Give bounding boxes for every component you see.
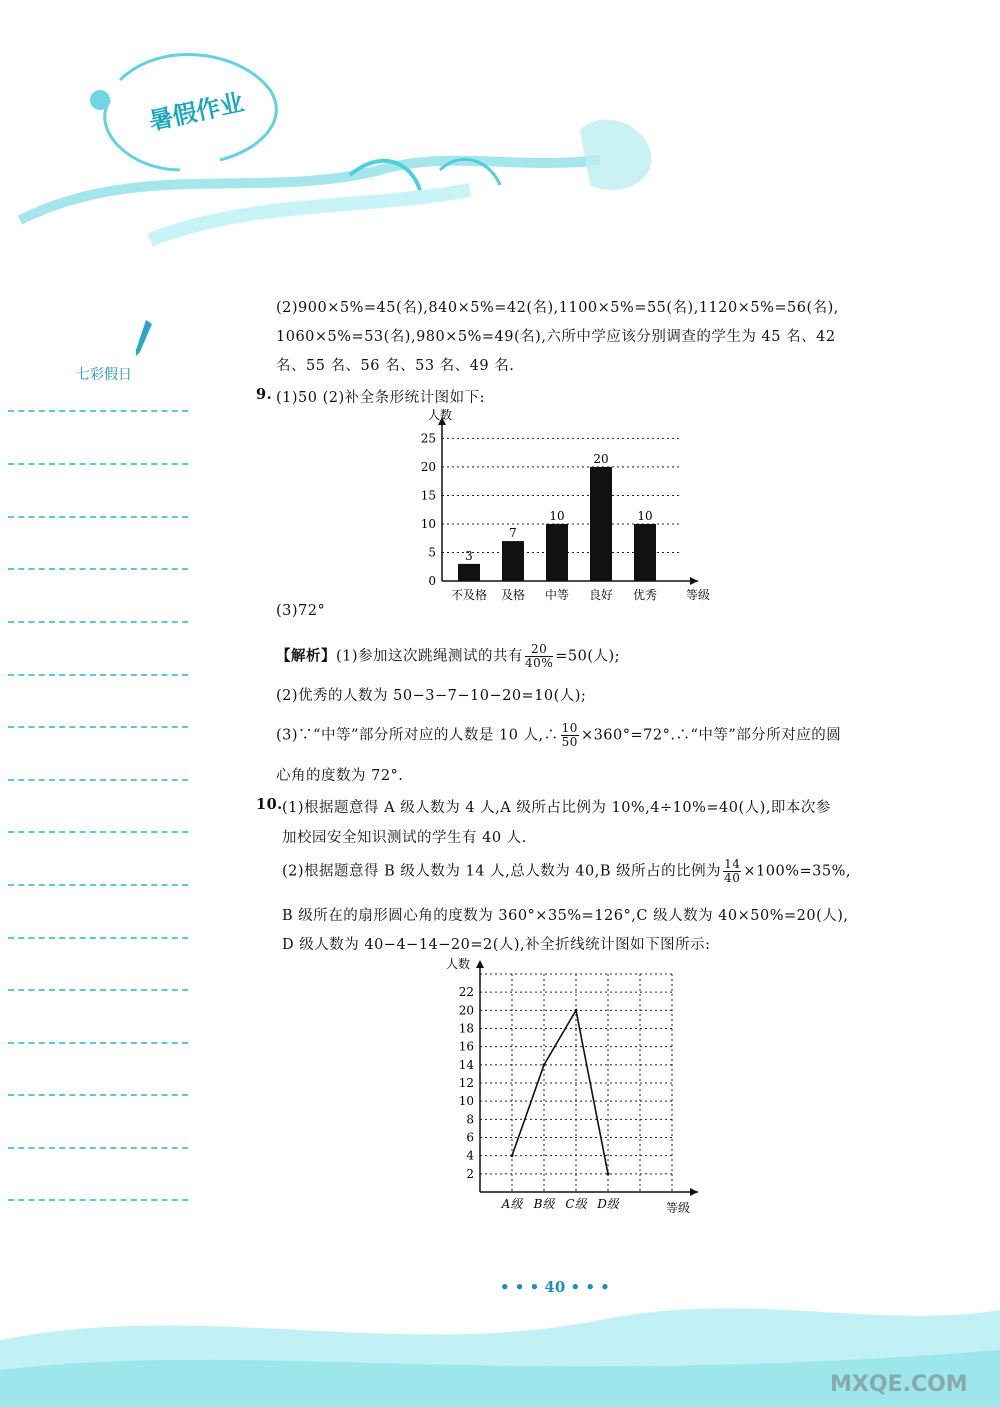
text-line: B 级所在的扇形圆心角的度数为 360°×35%=126°,C 级人数为 40×50%=20(人), [282,908,849,924]
bar-value-label: 20 [593,451,609,466]
bar [502,541,524,581]
note-line [8,516,188,518]
analysis-line-1 [276,643,620,670]
y-tick-label: 5 [428,545,436,560]
y-axis-arrow [476,960,484,968]
x-tick-label: 良好 [588,588,614,602]
note-line [8,568,188,570]
y-tick-label: 10 [458,1094,474,1109]
fraction-numerator: 14 [724,857,741,871]
bar-value-label: 10 [549,508,565,523]
analysis-label: 【解析】 [276,647,336,665]
y-tick-label: 20 [458,1003,474,1018]
fraction [723,858,741,885]
y-tick-label: 0 [428,574,436,588]
x-axis-arrow [690,1188,698,1196]
note-line [8,621,188,623]
x-tick-label: 优秀 [632,588,658,602]
x-tick-label: D级 [597,1197,619,1211]
data-point [575,1009,578,1012]
note-line [8,1199,188,1201]
y-tick-label: 14 [458,1057,474,1072]
text-segment: ×360°=72°.∴“中等”部分所对应的圆 [580,727,842,744]
y-axis-label: 人数 [428,408,453,422]
q10-line-3 [282,858,851,885]
x-tick-label: A级 [501,1197,523,1211]
bar [590,467,612,581]
text-line: (1)50 (2)补全条形统计图如下: [276,390,486,406]
fraction [525,643,553,670]
bar [634,524,656,581]
fraction [561,722,579,749]
data-point [607,1172,610,1175]
data-line [512,1010,608,1174]
note-line [8,1094,188,1096]
bar [546,524,568,581]
fraction-denominator: 40 [724,871,741,885]
y-axis-label: 人数 [446,957,471,971]
pen-icon [132,318,156,358]
data-point [511,1154,514,1157]
y-tick-label: 6 [466,1130,474,1145]
y-tick-label: 8 [466,1112,474,1127]
bar-value-label: 10 [637,508,653,523]
text-segment: ×100%=35%, [743,863,851,880]
x-tick-label: 不及格 [450,588,488,602]
analysis-line-3 [276,722,841,749]
note-line [8,726,188,728]
note-line [8,937,188,939]
x-tick-label: 及格 [500,588,526,602]
y-tick-label: 16 [458,1039,474,1054]
text-line: D 级人数为 40−4−14−20=2(人),补全折线统计图如下图所示: [282,937,711,953]
x-axis-label: 等级 [666,1201,691,1214]
fraction-denominator: 50 [561,735,578,749]
y-tick-label: 20 [420,459,436,474]
note-line [8,1147,188,1149]
banner-title: 暑假作业 [146,88,247,136]
header-decoration [0,0,1000,260]
text-line: (1)根据题意得 A 级人数为 4 人,A 级所占比例为 10%,4÷10%=40(人),即本次参 [282,800,831,816]
text-line: (3)72° [276,603,326,619]
y-tick-label: 18 [458,1021,474,1036]
x-tick-label: 中等 [544,588,570,602]
fraction-denominator: 40% [525,656,554,670]
note-line [8,674,188,676]
text-line: 心角的度数为 72°. [276,768,404,784]
fraction-numerator: 20 [525,643,553,657]
question-number: 10. [256,796,283,813]
watermark: MXQE.COM [830,1372,968,1397]
sidebar-label: 七彩假日 [76,367,132,383]
x-axis-arrow [690,577,698,585]
text-line: 加校园安全知识测试的学生有 40 人. [282,830,527,846]
y-tick-label: 2 [466,1166,474,1181]
y-tick-label: 12 [458,1076,474,1090]
text-segment: (2)根据题意得 B 级人数为 14 人,总人数为 40,B 级所占的比例为 [282,863,722,880]
note-line [8,884,188,886]
note-line [8,410,188,412]
line-chart [440,952,710,1214]
bar-chart [420,405,730,605]
note-line [8,831,188,833]
bar-value-label: 7 [509,526,517,541]
text-line: 名、55 名、56 名、53 名、49 名. [276,358,515,374]
bar [458,564,480,581]
x-tick-label: B级 [533,1197,555,1211]
note-line [8,989,188,991]
y-tick-label: 15 [420,488,436,503]
text-line: (2)优秀的人数为 50−3−7−10−20=10(人); [276,688,587,704]
y-tick-label: 10 [420,516,436,531]
data-point [543,1063,546,1066]
text-segment: (3)∵“中等”部分所对应的人数是 10 人,∴ [276,727,559,744]
y-tick-label: 25 [420,431,436,446]
bar-value-label: 3 [465,548,473,563]
fraction-numerator: 10 [561,721,578,735]
text-line: 1060×5%=53(名),980×5%=49(名),六所中学应该分别调查的学生为 45 名、42 [276,329,836,345]
y-tick-label: 22 [458,985,474,1000]
note-line [8,1042,188,1044]
note-line [8,779,188,781]
text-segment: (1)参加这次跳绳测试的共有 [336,648,524,665]
text-line: (2)900×5%=45(名),840×5%=42(名),1100×5%=55(名),1120×5%=56(名), [276,300,839,316]
x-tick-label: C级 [565,1197,587,1211]
page-number: • • • 40 • • • [500,1278,610,1296]
text-segment: =50(人); [555,648,621,665]
y-tick-label: 4 [466,1148,474,1163]
note-line [8,463,188,465]
x-axis-label: 等级 [686,588,711,602]
question-number: 9. [256,386,273,403]
